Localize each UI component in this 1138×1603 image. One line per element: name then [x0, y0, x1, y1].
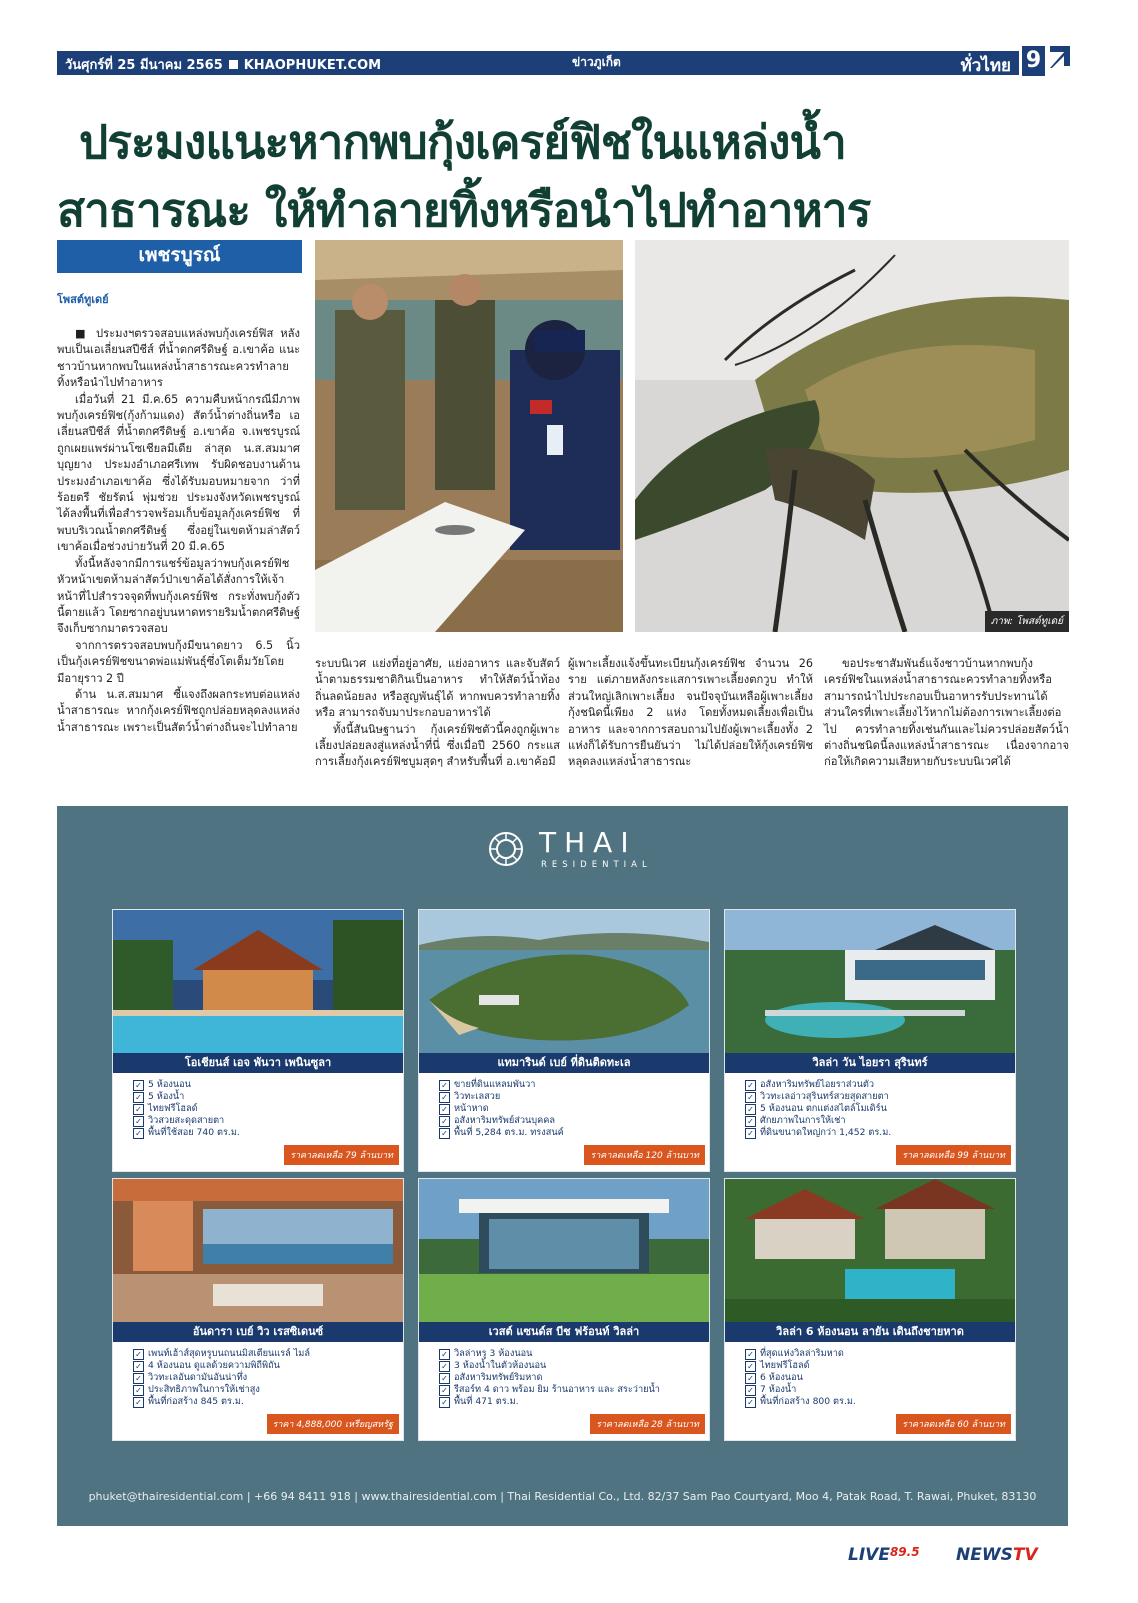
corner-triangle-icon [1050, 46, 1070, 68]
checkbox-icon: ✓ [439, 1349, 450, 1360]
ad-brand-sub: RESIDENTIAL [541, 860, 652, 870]
feature-item: ✓ พื้นที่ใช้สอย 740 ตร.ม. [133, 1127, 403, 1139]
checkbox-icon: ✓ [133, 1397, 144, 1408]
listing-features [113, 1073, 403, 1171]
feature-item: ✓ 3 ห้องน้ำในตัวห้องนอน [439, 1360, 709, 1372]
article-column-3 [568, 656, 813, 771]
feature-item: ✓ 5 ห้องนอน ตกแต่งสไตล์โมเดิร์น [745, 1103, 1015, 1115]
ad-contact-footer [57, 1476, 1068, 1526]
listing-features [419, 1073, 709, 1171]
feature-item: ✓ 4 ห้องนอน ดูแลด้วยความพิถีพิถัน [133, 1360, 403, 1372]
article-column-2 [315, 656, 560, 771]
paragraph: ทั้งนี้หลังจากมีการแชร์ข้อมูลว่าพบกุ้งเครย์ฟิช หัวหน้าเขตห้ามล่าสัตว์ป่าเขาค้อได้สั่งการให้เจ้าหน้าที่ไปสำรวจจุดที่พบกุ้งเครย์ฟิช กระทั่งพบกุ้งตัวนี้ตายแล้ว โดยซากอยู่บนหาดทรายริมน้ำตกศรีดิษฐ์ จึงเก็บซากมาตรวจสอบ [57, 556, 300, 636]
feature-item: ✓ พื้นที่ 471 ตร.ม. [439, 1396, 709, 1408]
villa-pool-image [113, 910, 403, 1053]
listing-title[interactable]: วิลล่า วัน ไอยรา สุรินทร์ [725, 1053, 1015, 1073]
province-kicker: เพชรบูรณ์ [57, 240, 302, 270]
feature-item: ✓ ไทยฟรีโฮลด์ [133, 1103, 403, 1115]
header-date: วันศุกร์ที่ 25 มีนาคม 2565 [65, 58, 223, 73]
checkbox-icon: ✓ [133, 1373, 144, 1384]
feature-item: ✓ พื้นที่ 5,284 ตร.ม. ทรงสนค์ [439, 1127, 709, 1139]
listing-features [113, 1342, 403, 1440]
feature-item: ✓ หน้าหาด [439, 1103, 709, 1115]
feature-item: ✓ เพนท์เฮ้าส์สุดหรูบนถนนมิสเตียนแรล์ ไมล์ [133, 1348, 403, 1360]
feature-item: ✓ วิลล่าหรู 3 ห้องนอน [439, 1348, 709, 1360]
feature-item: ✓ ประสิทธิภาพในการให้เช่าสูง [133, 1384, 403, 1396]
checkbox-icon: ✓ [439, 1092, 450, 1103]
checkbox-icon: ✓ [133, 1128, 144, 1139]
kicker-rule [57, 270, 302, 273]
photo-crayfish [635, 240, 1069, 632]
checkbox-icon: ✓ [745, 1104, 756, 1115]
listing-features [725, 1073, 1015, 1171]
checkbox-icon: ✓ [745, 1385, 756, 1396]
paragraph: เมื่อวันที่ 21 มี.ค.65 ความคืบหน้ากรณีมีภาพพบกุ้งเครย์ฟิช(กุ้งก้ามแดง) สัตว์น้ำต่างถิ่นหรือ เอเลี่ยนสปีชีส์ ที่น้ำตกศรีดิษฐ์ อ.เขาค้อ จ.เพชรบูรณ์ ถูกเผยแพร่ผ่านโซเชียลมีเดีย ล่าสุด น.ส.สมมาศ บุญยาง ประมงอำเภอศรีเทพ รับผิดชอบงานด้านประมงอำเภอเขาค้อ ซึ่งได้รับมอบหมายจาก ว่าที่ร้อยตรี ชัยรัตน์ พุ่มช่วย ประมงจังหวัดเพชรบูรณ์ ได้ลงพื้นที่เพื่อสำรวจพร้อมเก็บข้อมูลกุ้งเครย์ฟิช ที่พบบริเวณน้ำตกศรีดิษฐ์ ซึ่งอยู่ในเขตห้ามล่าสัตว์เขาค้อเมื่อช่วงบ่ายวันที่ 20 มี.ค.65 [57, 392, 300, 554]
price-tag: ราคาลดเหลือ 60 ล้านบาท [896, 1414, 1011, 1434]
photo-crayfish-image [635, 240, 1069, 632]
feature-item: ✓ อสังหาริมทรัพย์ริมหาด [439, 1372, 709, 1384]
paragraph: ทั้งนี้สันนิษฐานว่า กุ้งเครย์ฟิชตัวนี้คงถูกผู้เพาะเลี้ยงปล่อยลงสู่แหล่งน้ำที่นี่ ซึ่งเมื่อปี 2560 กระแสการเลี้ยงกุ้งเครย์ฟิชบูมสุดๆ สำหรับพื้นที่ อ.เขาค้อมี [315, 722, 560, 769]
feature-item: ✓ วิวสวยสะดุดสายตา [133, 1115, 403, 1127]
feature-item: ✓ 5 ห้องน้ำ [133, 1091, 403, 1103]
listing-photo [419, 910, 709, 1053]
listing-card[interactable] [112, 1178, 404, 1441]
news-tv-logo[interactable]: NEWSTV [956, 1545, 1038, 1565]
listing-card[interactable] [418, 1178, 710, 1441]
listing-photo [419, 1179, 709, 1322]
page-number: 9 [1022, 46, 1045, 76]
thai-residential-ad[interactable] [57, 806, 1068, 1526]
living-room-image [113, 1179, 403, 1322]
checkbox-icon: ✓ [745, 1116, 756, 1127]
checkbox-icon: ✓ [133, 1080, 144, 1091]
footer-logos [848, 1545, 1070, 1569]
listing-photo [725, 1179, 1015, 1322]
checkbox-icon: ✓ [745, 1397, 756, 1408]
header-site[interactable]: KHAOPHUKET.COM [243, 58, 382, 73]
feature-item: ✓ 5 ห้องนอน [133, 1079, 403, 1091]
checkbox-icon: ✓ [745, 1080, 756, 1091]
feature-item: ✓ ที่สุดแห่งวิลล่าริมหาด [745, 1348, 1015, 1360]
listing-card[interactable] [724, 909, 1016, 1172]
listing-features [419, 1342, 709, 1440]
checkbox-icon: ✓ [133, 1092, 144, 1103]
paragraph: ผู้เพาะเลี้ยงแจ้งขึ้นทะเบียนกุ้งเครย์ฟิช จำนวน 26 ราย แต่ภายหลังกระแสการเพาะเลี้ยงตกวูบ ทำให้ส่วนใหญ่เลิกเพาะเลี้ยง จนปัจจุบันเหลือผู้เพาะเลี้ยงกุ้งชนิดนี้เพียง 2 แห่ง โดยทั้งหมดเลี้ยงเพื่อเป็นอาหาร และจากการสอบถามไปยังผู้เพาะเลี้ยงทั้ง 2 แห่งก็ได้รับการยืนยันว่า ไม่ได้ปล่อยให้กุ้งเครย์ฟิชหลุดลงแหล่งน้ำสาธารณะ [568, 657, 813, 769]
checkbox-icon: ✓ [745, 1092, 756, 1103]
ad-brand: THAI [539, 826, 637, 859]
beachfront-villa-image [419, 1179, 709, 1322]
checkbox-icon: ✓ [133, 1349, 144, 1360]
feature-item: ✓ วิวทะเลสวย [439, 1091, 709, 1103]
checkbox-icon: ✓ [439, 1361, 450, 1372]
listing-features [725, 1342, 1015, 1440]
header-date-site [65, 54, 381, 75]
listing-card[interactable] [112, 909, 404, 1172]
feature-item: ✓ อสังหาริมทรัพย์ไอยราส่วนตัว [745, 1079, 1015, 1091]
byline: โพสต์ทูเดย์ [57, 293, 109, 306]
thai-villa-aerial-image [725, 1179, 1015, 1322]
listing-title[interactable]: แทมารินด์ เบย์ ที่ดินติดทะเล [419, 1053, 709, 1073]
checkbox-icon: ✓ [133, 1361, 144, 1372]
checkbox-icon: ✓ [745, 1128, 756, 1139]
feature-item: ✓ 6 ห้องนอน [745, 1372, 1015, 1384]
price-tag: ราคาลดเหลือ 79 ล้านบาท [284, 1145, 399, 1165]
feature-item: ✓ 7 ห้องน้ำ [745, 1384, 1015, 1396]
feature-item: ✓ ไทยฟรีโฮลด์ [745, 1360, 1015, 1372]
listing-photo [725, 910, 1015, 1053]
feature-item: ✓ วิวทะเลอันดามันอันน่าทึ่ง [133, 1372, 403, 1384]
live-logo[interactable]: $LIVE^{89.5}$ [848, 1545, 920, 1565]
paragraph: จากการตรวจสอบพบกุ้งมีขนาดยาว 6.5 นิ้ว เป็นกุ้งเครย์ฟิชขนาดพ่อแม่พันธุ์ซึ่งโตเต็มวัยโดยมีอายุราว 2 ปี [57, 638, 300, 685]
headline-line-1: ประมงแนะหากพบกุ้งเครย์ฟิชในแหล่งน้ำ [79, 115, 846, 169]
listing-title[interactable]: โอเชียนส์ เอจ พันวา เพนินซูลา [113, 1053, 403, 1073]
checkbox-icon: ✓ [745, 1361, 756, 1372]
photo-officers-inspecting [315, 240, 623, 632]
checkbox-icon: ✓ [439, 1080, 450, 1091]
checkbox-icon: ✓ [439, 1116, 450, 1127]
checkbox-icon: ✓ [745, 1349, 756, 1360]
paragraph: ■ ประมงฯตรวจสอบแหล่งพบกุ้งเครย์ฟิส หลังพบเป็นเอเลี่ยนสปีชีส์ ที่น้ำตกศรีดิษฐ์ อ.เขาค้อ แนะชาวบ้านหากพบในแหล่งน้ำสาธารณะควรทำลายทิ้งหรือนำไปทำอาหาร [57, 327, 300, 390]
checkbox-icon: ✓ [745, 1373, 756, 1384]
feature-item: ✓ วิวทะเลอ่าวสุรินทร์สวยสุดสายตา [745, 1091, 1015, 1103]
checkbox-icon: ✓ [133, 1385, 144, 1396]
feature-item: ✓ อสังหาริมทรัพย์ส่วนบุคคล [439, 1115, 709, 1127]
section-name: ทั่วไทย [960, 56, 1011, 76]
paragraph: ด้าน น.ส.สมมาศ ซี้แจงถึงผลกระทบต่อแหล่งน้ำสาธารณะ หากกุ้งเครย์ฟิชถูกปล่อยหลุดลงแหล่งน้ำสาธารณะ เพราะเป็นสัตว์น้ำต่างถิ่นจะไปทำลาย [57, 687, 300, 734]
article-column-4 [824, 656, 1069, 771]
listing-title[interactable]: เวสต์ แซนด์ส บีช ฟร้อนท์ วิลล่า [419, 1322, 709, 1342]
price-tag: ราคาลดเหลือ 120 ล้านบาท [584, 1145, 705, 1165]
checkbox-icon: ✓ [439, 1373, 450, 1384]
feature-item: ✓ รีสอร์ท 4 ดาว พร้อม ยิม ร้านอาหาร และ สระว่ายน้ำ [439, 1384, 709, 1396]
article-column-1 [57, 326, 300, 736]
listing-photo [113, 910, 403, 1053]
ad-logo [487, 826, 677, 874]
checkbox-icon: ✓ [439, 1397, 450, 1408]
feature-item: ✓ พื้นที่ก่อสร้าง 800 ตร.ม. [745, 1396, 1015, 1408]
price-tag: ราคาลดเหลือ 28 ล้านบาท [590, 1414, 705, 1434]
paragraph: ระบบนิเวศ แย่งที่อยู่อาศัย, แย่งอาหาร และจับสัตว์น้ำตามธรรมชาติกินเป็นอาหาร ทำให้สัตว์น้ำท้องถิ่นลดน้อยลง หรือสูญพันธุ์ได้ หากพบควรทำลายทิ้ง หรือ สามารถจับมาประกอบอาหารได้ [315, 657, 560, 720]
listing-photo [113, 1179, 403, 1322]
listing-card[interactable] [724, 1178, 1016, 1441]
ad-contact-text[interactable]: phuket@thairesidential.com | +66 94 8411 918 | www.thairesidential.com | Thai Residential Co., Ltd. 82/37 Sam Pao Courtyard, Moo 4, Patak Road, T. Rawai, Phuket, 83130 [88, 1490, 1037, 1503]
checkbox-icon: ✓ [439, 1128, 450, 1139]
photo-credit: ภาพ: โพสต์ทูเดย์ [985, 611, 1069, 632]
feature-item: ✓ ศักยภาพในการให้เช่า [745, 1115, 1015, 1127]
price-tag: ราคาลดเหลือ 99 ล้านบาท [896, 1145, 1011, 1165]
feature-item: ✓ ที่ดินขนาดใหญ่กว่า 1,452 ตร.ม. [745, 1127, 1015, 1139]
checkbox-icon: ✓ [439, 1385, 450, 1396]
thai-residential-logo-icon [487, 830, 525, 868]
headline [57, 108, 1087, 244]
listing-card[interactable] [418, 909, 710, 1172]
listing-title[interactable]: อันดารา เบย์ วิว เรสซิเดนซ์ [113, 1322, 403, 1342]
paragraph: ขอประชาสัมพันธ์แจ้งชาวบ้านหากพบกุ้งเครย์ฟิชในแหล่งน้ำสาธารณะควรทำลายทิ้งหรือสามารถนำไปประกอบเป็นอาหารรับประทานได้ ส่วนใครที่เพาะเลี้ยงไว้หากไม่ต้องการเพาะเลี้ยงต่อไป ควรทำลายทิ้งเช่นกันและไม่ควรปล่อยสัตว์น้ำต่างถิ่นชนิดนี้ลงแหล่งน้ำสาธารณะ เนื่องจากอาจก่อให้เกิดความเสียหายกับระบบนิเวศได้ [824, 657, 1069, 769]
masthead: ข่าวภูเก็ต [572, 55, 621, 69]
headline-line-2: สาธารณะ ให้ทำลายทิ้งหรือนำไปทำอาหาร [57, 183, 871, 237]
listing-title[interactable]: วิลล่า 6 ห้องนอน ลายัน เดินถึงชายหาด [725, 1322, 1015, 1342]
feature-item: ✓ พื้นที่ก่อสร้าง 845 ตร.ม. [133, 1396, 403, 1408]
square-bullet-icon [229, 60, 238, 69]
photo-officers-image [315, 240, 623, 632]
feature-item: ✓ ขายที่ดินแหลมพันวา [439, 1079, 709, 1091]
modern-villa-image [725, 910, 1015, 1053]
checkbox-icon: ✓ [133, 1116, 144, 1127]
island-coast-image [419, 910, 709, 1053]
price-tag: ราคา 4,888,000 เหรียญสหรัฐ [267, 1414, 400, 1434]
checkbox-icon: ✓ [133, 1104, 144, 1115]
header-bar [57, 51, 1019, 75]
checkbox-icon: ✓ [439, 1104, 450, 1115]
